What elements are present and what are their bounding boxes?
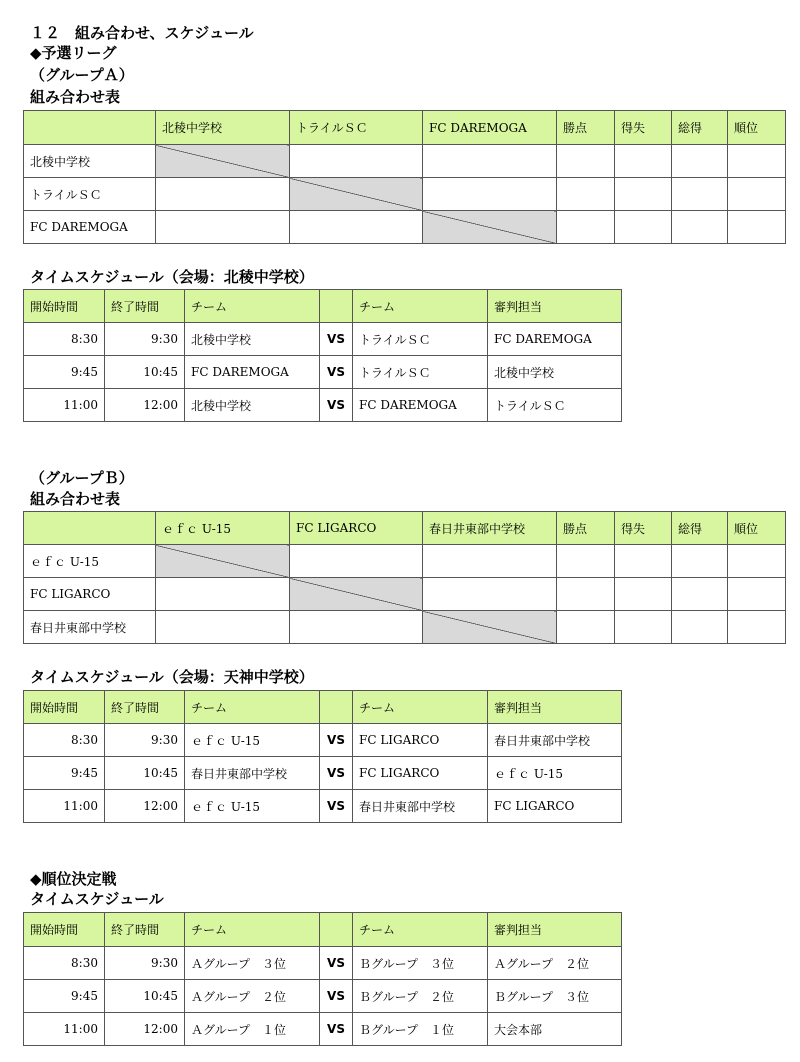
matrix-cell — [728, 178, 786, 211]
matrix-cell — [728, 578, 786, 611]
end-time: 9:30 — [105, 947, 185, 980]
referee: 北稜中学校 — [488, 356, 622, 389]
matrix-cell — [156, 611, 290, 644]
matrix-cell — [557, 211, 615, 244]
matrix-cell — [423, 178, 557, 211]
matrix-cell — [672, 578, 728, 611]
matrix-header-cell: 北稜中学校 — [156, 111, 290, 145]
group-b-schedule-title: タイムスケジュール（会場：天神中学校） — [30, 668, 314, 686]
schedule-header-cell — [320, 290, 353, 323]
referee: ｅｆｃ U-15 — [488, 757, 622, 790]
referee: FC DAREMOGA — [488, 323, 622, 356]
matrix-header-cell: 順位 — [728, 512, 786, 545]
vs-label: VS — [320, 790, 353, 823]
matrix-header-cell: FC DAREMOGA — [423, 111, 557, 145]
matrix-cell — [290, 211, 423, 244]
vs-label: VS — [320, 389, 353, 422]
matrix-header-cell: ｅｆｃ U-15 — [156, 512, 290, 545]
start-time: 9:45 — [24, 757, 105, 790]
matrix-diagonal-cell — [423, 611, 557, 644]
end-time: 9:30 — [105, 724, 185, 757]
page-title: １２ 組み合わせ、スケジュール — [30, 24, 254, 42]
group-a-matrix — [23, 110, 786, 244]
group-a-matrix-header-row — [24, 111, 786, 145]
matrix-diagonal-cell — [290, 178, 423, 211]
schedule-header-cell: 審判担当 — [488, 290, 622, 323]
start-time: 8:30 — [24, 724, 105, 757]
team-away: 春日井東部中学校 — [353, 790, 488, 823]
placement-schedule — [23, 912, 622, 1046]
matrix-cell — [728, 145, 786, 178]
schedule-header-cell: チーム — [185, 691, 320, 724]
team-away: FC DAREMOGA — [353, 389, 488, 422]
group-a-label: （グループＡ） — [30, 66, 134, 84]
matrix-cell — [290, 611, 423, 644]
schedule-header-cell: 終了時間 — [105, 290, 185, 323]
matrix-cell — [728, 545, 786, 578]
matrix-header-cell: トライルＳＣ — [290, 111, 423, 145]
schedule-row — [24, 724, 622, 757]
referee: FC LIGARCO — [488, 790, 622, 823]
referee: トライルＳＣ — [488, 389, 622, 422]
matrix-header-cell: 総得 — [672, 111, 728, 145]
matrix-diagonal-cell — [156, 545, 290, 578]
start-time: 8:30 — [24, 947, 105, 980]
team-home: Ａグループ １位 — [185, 1013, 320, 1046]
group-b-schedule — [23, 690, 622, 823]
end-time: 12:00 — [105, 389, 185, 422]
group-b-label: （グループＢ） — [30, 469, 134, 487]
placement-schedule-title: タイムスケジュール — [30, 890, 164, 908]
schedule-header-cell — [320, 913, 353, 947]
team-away: Ｂグループ ３位 — [353, 947, 488, 980]
end-time: 10:45 — [105, 980, 185, 1013]
matrix-cell — [672, 211, 728, 244]
matrix-header-cell: 春日井東部中学校 — [423, 512, 557, 545]
end-time: 12:00 — [105, 1013, 185, 1046]
matrix-row — [24, 145, 786, 178]
start-time: 11:00 — [24, 790, 105, 823]
matrix-row — [24, 545, 786, 578]
vs-label: VS — [320, 323, 353, 356]
team-home: Ａグループ ３位 — [185, 947, 320, 980]
schedule-header-cell — [320, 691, 353, 724]
matrix-cell — [615, 578, 672, 611]
group-b-matrix-title: 組み合わせ表 — [30, 490, 121, 508]
matrix-row — [24, 211, 786, 244]
schedule-row — [24, 323, 622, 356]
placement-heading: ◆順位決定戦 — [30, 870, 117, 888]
team-away: Ｂグループ ２位 — [353, 980, 488, 1013]
matrix-cell — [672, 145, 728, 178]
matrix-cell — [290, 545, 423, 578]
team-home: 北稜中学校 — [185, 323, 320, 356]
schedule-header-cell: 終了時間 — [105, 913, 185, 947]
matrix-cell — [557, 578, 615, 611]
schedule-row — [24, 980, 622, 1013]
vs-label: VS — [320, 947, 353, 980]
vs-label: VS — [320, 724, 353, 757]
matrix-row-label: ｅｆｃ U-15 — [24, 545, 156, 578]
start-time: 9:45 — [24, 356, 105, 389]
matrix-row-label: トライルＳＣ — [24, 178, 156, 211]
schedule-header-cell: 開始時間 — [24, 913, 105, 947]
matrix-diagonal-cell — [423, 211, 557, 244]
matrix-header-cell: 勝点 — [557, 111, 615, 145]
schedule-row — [24, 1013, 622, 1046]
schedule-row — [24, 947, 622, 980]
team-away: Ｂグループ １位 — [353, 1013, 488, 1046]
matrix-cell — [728, 611, 786, 644]
matrix-row-label: 春日井東部中学校 — [24, 611, 156, 644]
group-b-matrix — [23, 511, 786, 644]
matrix-cell — [423, 545, 557, 578]
group-a-schedule — [23, 289, 622, 422]
matrix-corner-cell — [24, 111, 156, 145]
vs-label: VS — [320, 356, 353, 389]
vs-label: VS — [320, 757, 353, 790]
schedule-header-cell: 開始時間 — [24, 691, 105, 724]
schedule-header-cell: 開始時間 — [24, 290, 105, 323]
matrix-cell — [672, 178, 728, 211]
end-time: 10:45 — [105, 757, 185, 790]
schedule-header-cell: チーム — [185, 913, 320, 947]
schedule-row — [24, 356, 622, 389]
schedule-header-cell: チーム — [353, 913, 488, 947]
group-a-matrix-title: 組み合わせ表 — [30, 88, 121, 106]
matrix-cell — [728, 211, 786, 244]
matrix-cell — [557, 545, 615, 578]
team-home: Ａグループ ２位 — [185, 980, 320, 1013]
vs-label: VS — [320, 980, 353, 1013]
matrix-cell — [672, 611, 728, 644]
matrix-cell — [557, 178, 615, 211]
matrix-header-cell: 総得 — [672, 512, 728, 545]
schedule-header-cell: チーム — [353, 290, 488, 323]
schedule-header-cell: 審判担当 — [488, 691, 622, 724]
matrix-cell — [156, 211, 290, 244]
schedule-header-cell: 審判担当 — [488, 913, 622, 947]
start-time: 8:30 — [24, 323, 105, 356]
matrix-header-cell: 勝点 — [557, 512, 615, 545]
end-time: 10:45 — [105, 356, 185, 389]
matrix-header-cell: 得失 — [615, 512, 672, 545]
schedule-row — [24, 757, 622, 790]
matrix-diagonal-cell — [290, 578, 423, 611]
team-away: FC LIGARCO — [353, 724, 488, 757]
matrix-cell — [615, 545, 672, 578]
team-home: 春日井東部中学校 — [185, 757, 320, 790]
referee: 大会本部 — [488, 1013, 622, 1046]
matrix-row — [24, 178, 786, 211]
team-home: ｅｆｃ U-15 — [185, 790, 320, 823]
referee: Ａグループ ２位 — [488, 947, 622, 980]
matrix-cell — [615, 178, 672, 211]
matrix-cell — [423, 578, 557, 611]
matrix-header-cell: FC LIGARCO — [290, 512, 423, 545]
matrix-cell — [423, 145, 557, 178]
matrix-cell — [615, 145, 672, 178]
start-time: 11:00 — [24, 389, 105, 422]
matrix-cell — [156, 178, 290, 211]
matrix-header-cell: 得失 — [615, 111, 672, 145]
start-time: 9:45 — [24, 980, 105, 1013]
matrix-row — [24, 611, 786, 644]
team-away: トライルＳＣ — [353, 356, 488, 389]
matrix-cell — [615, 611, 672, 644]
matrix-diagonal-cell — [156, 145, 290, 178]
matrix-corner-cell — [24, 512, 156, 545]
end-time: 9:30 — [105, 323, 185, 356]
group-b-matrix-header-row — [24, 512, 786, 545]
schedule-header-row — [24, 691, 622, 724]
schedule-header-cell: チーム — [353, 691, 488, 724]
referee: 春日井東部中学校 — [488, 724, 622, 757]
matrix-cell — [557, 611, 615, 644]
schedule-header-cell: チーム — [185, 290, 320, 323]
schedule-row — [24, 389, 622, 422]
referee: Ｂグループ ３位 — [488, 980, 622, 1013]
preliminary-heading: ◆予選リーグ — [30, 44, 117, 62]
team-home: ｅｆｃ U-15 — [185, 724, 320, 757]
matrix-cell — [290, 145, 423, 178]
start-time: 11:00 — [24, 1013, 105, 1046]
vs-label: VS — [320, 1013, 353, 1046]
schedule-header-cell: 終了時間 — [105, 691, 185, 724]
matrix-row-label: FC LIGARCO — [24, 578, 156, 611]
team-away: トライルＳＣ — [353, 323, 488, 356]
team-away: FC LIGARCO — [353, 757, 488, 790]
matrix-header-cell: 順位 — [728, 111, 786, 145]
schedule-header-row — [24, 913, 622, 947]
end-time: 12:00 — [105, 790, 185, 823]
team-home: FC DAREMOGA — [185, 356, 320, 389]
matrix-row-label: 北稜中学校 — [24, 145, 156, 178]
team-home: 北稜中学校 — [185, 389, 320, 422]
matrix-cell — [156, 578, 290, 611]
schedule-row — [24, 790, 622, 823]
matrix-cell — [557, 145, 615, 178]
schedule-header-row — [24, 290, 622, 323]
group-a-schedule-title: タイムスケジュール（会場：北稜中学校） — [30, 268, 314, 286]
matrix-row-label: FC DAREMOGA — [24, 211, 156, 244]
matrix-row — [24, 578, 786, 611]
matrix-cell — [615, 211, 672, 244]
matrix-cell — [672, 545, 728, 578]
